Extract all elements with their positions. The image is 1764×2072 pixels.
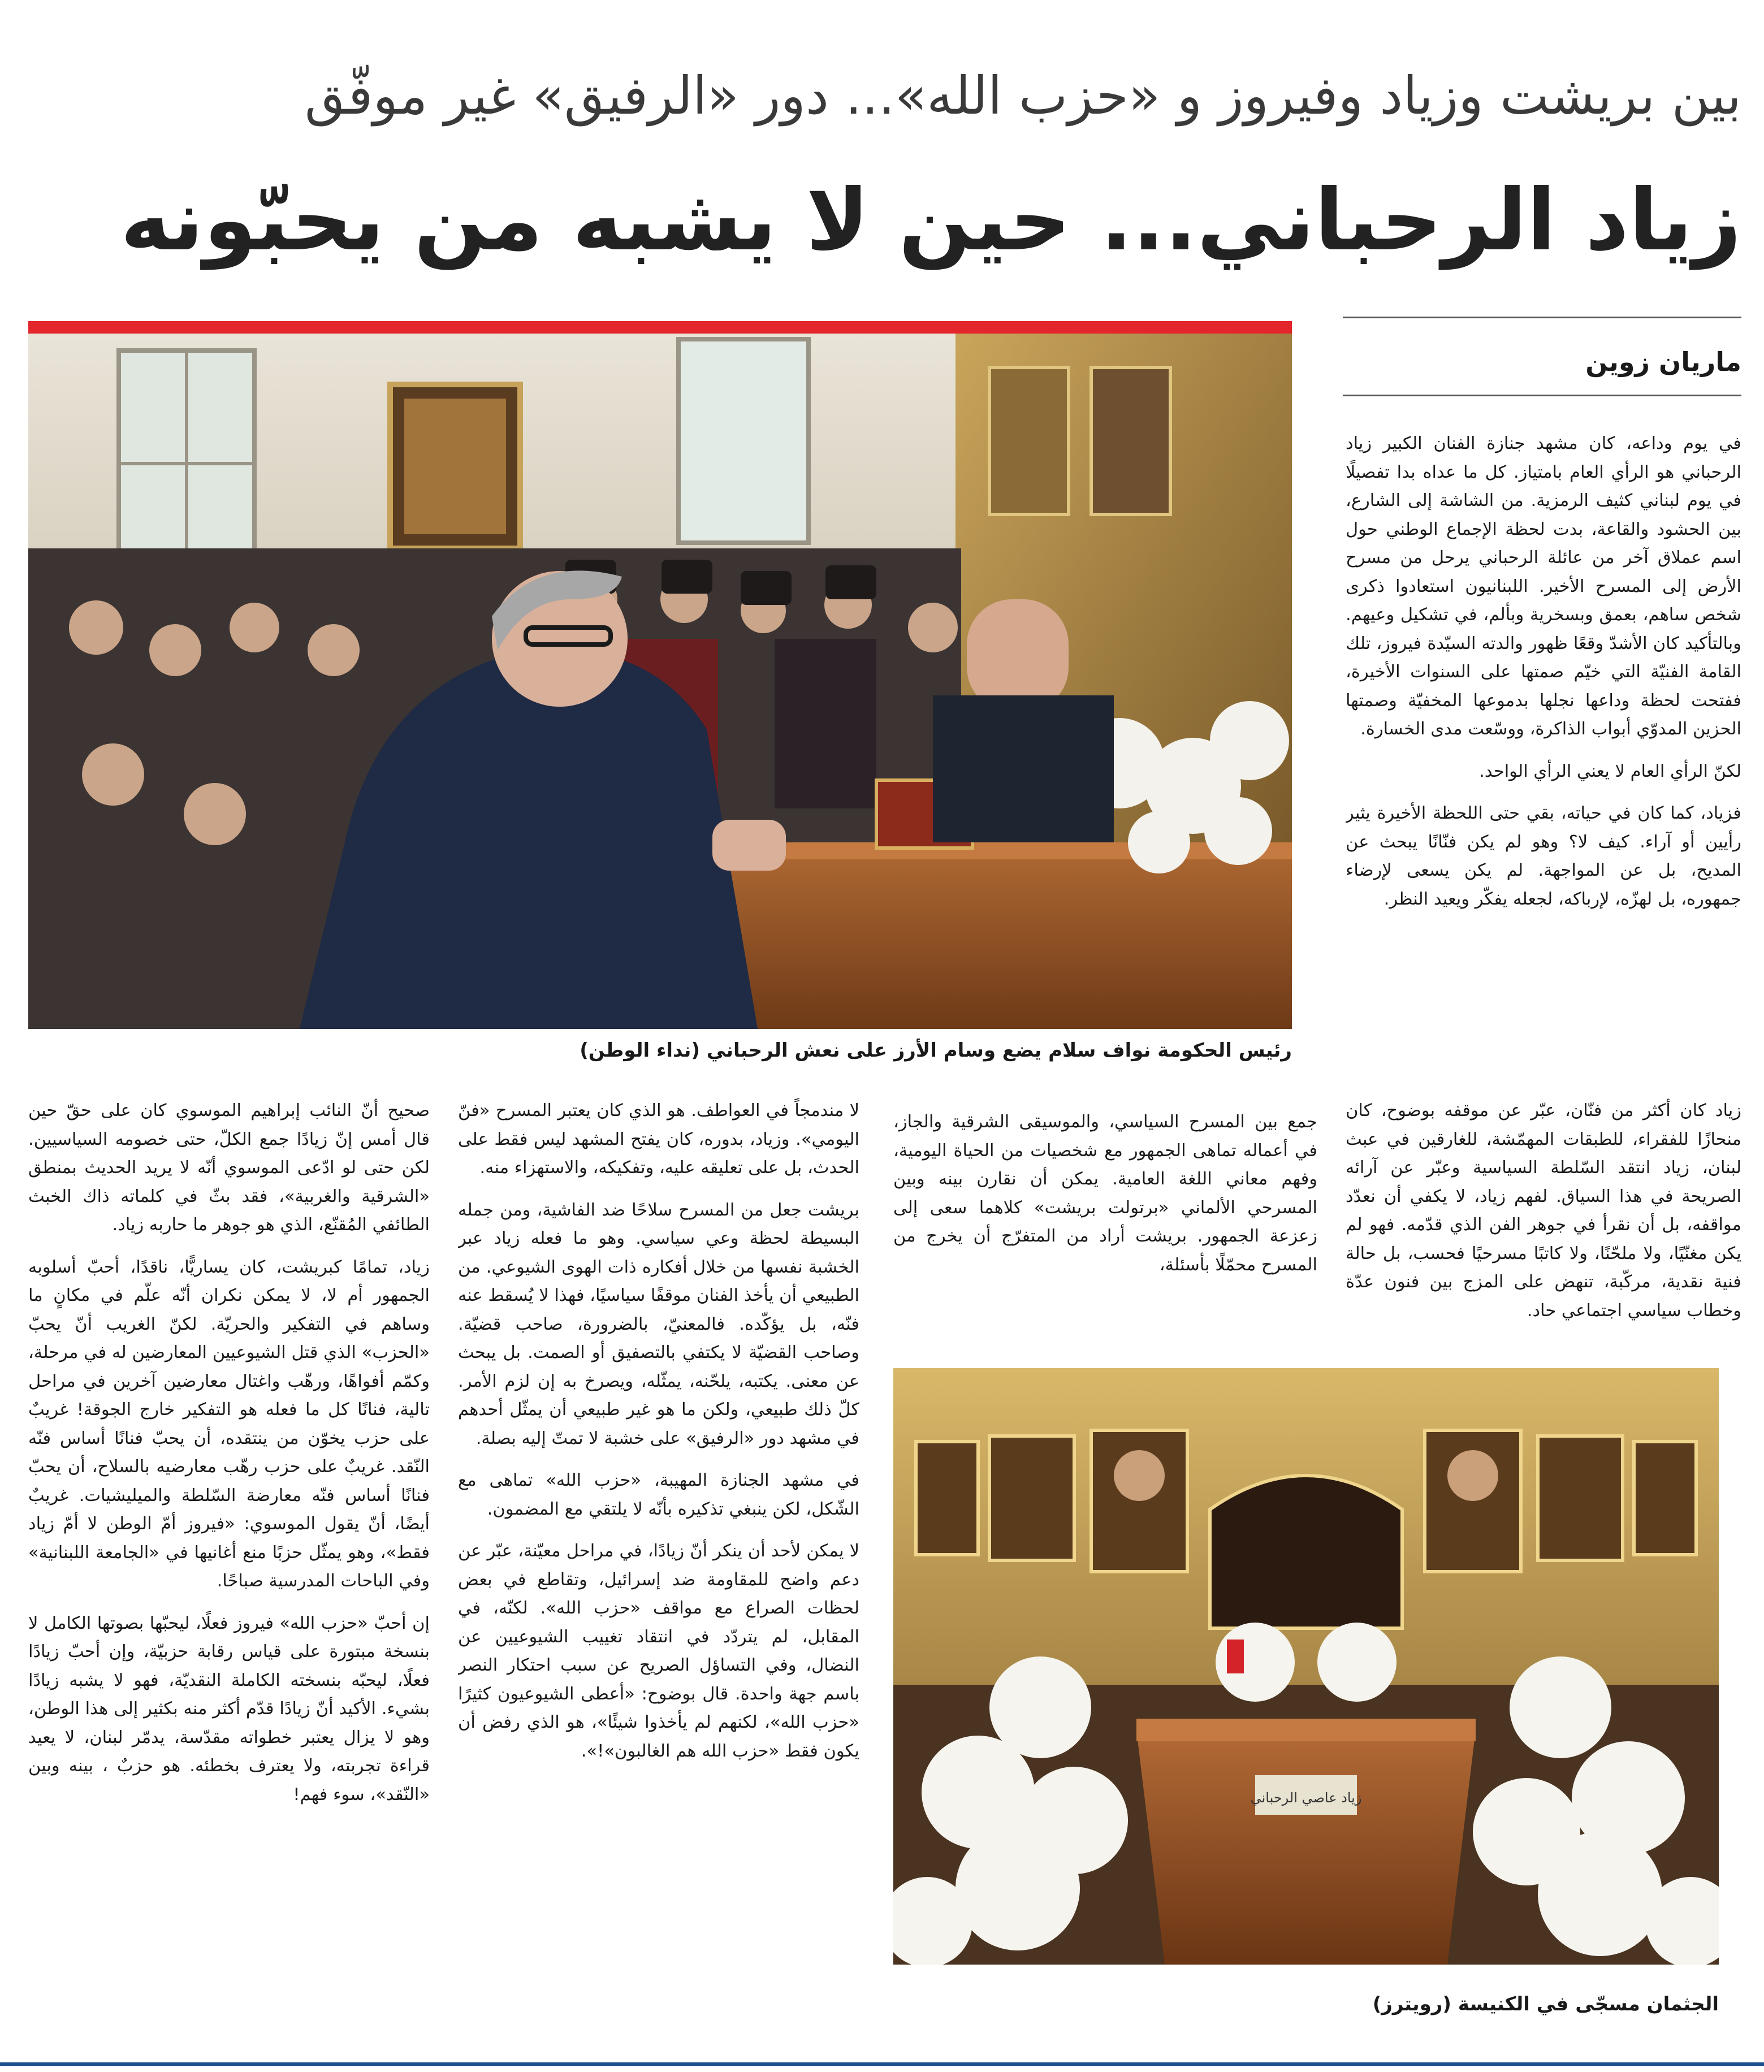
- paragraph: جمع بين المسرح السياسي، والموسيقى الشرقية والجاز، في أعماله تماهى الجمهور مع شخصيات من الحياة اليومية، وفهم معاني اللغة العامية. يمكن أن نقارن بينه وبين المسرحي الألماني «برتولت بريشت» كلاهما سعى إلى زعزعة الجمهور. بريشت أراد من المتفرّج أن يخرج من المسرح محمّلًا بأسئلة،: [893, 1112, 1317, 1275]
- paragraph: إن أحبّ «حزب الله» فيروز فعلًا، ليحبّها بصوتها الكامل لا بنسخة مبتورة على قياس رقابة حزبيّة، وإن أحبّ زيادًا فعلًا، ليحبّه بنسخته الكاملة النقديّة، فهو لا يشبه زيادًا بشيء. الأكيد أنّ زيادًا قدّم أكثر منه بكثير إلى هذا الوطن، وهو لا يزال يعتبر خطواته مقدّسة، يدمّر لبنان، لا يعيد قراءة تجربته، ولا يعترف بخطئه. هو حزبٌ ، بينه وبين «النّقد»، سوء فهم!: [28, 1613, 430, 1805]
- paragraph: لكنّ الرأي العام لا يعني الرأي الواحد.: [1479, 761, 1741, 781]
- article-headline: زياد الرحباني... حين لا يشبه من يحبّونه: [120, 171, 1741, 270]
- photo2-caption: الجثمان مسجّى في الكنيسة (رويترز): [1372, 1993, 1719, 2015]
- paragraph: لا مندمجاً في العواطف. هو الذي كان يعتبر المسرح «فنّ اليومي». وزياد، بدوره، كان يفتح المشهد ليس فقط على الحدث، بل على تعليقه عليه، وتفكيكه، والاستهزاء منه.: [458, 1101, 859, 1178]
- church-coffin-illustration: [893, 1368, 1719, 1965]
- paragraph: فزياد، كما كان في حياته، بقي حتى اللحظة الأخيرة يثير رأيين أو آراء. كيف لا؟ وهو لم يكن فنّانًا يبحث عن المديح، بل عن المواجهة. لم يكن يسعى لإرضاء جمهوره، بل لهزّه، لإرباكه، لجعله يفكّر ويعيد النظر.: [1346, 803, 1741, 909]
- paragraph: في مشهد الجنازة المهيبة، «حزب الله» تماهى مع الشّكل، لكن ينبغي تذكيره بأنّه لا يلتقي مع المضمون.: [458, 1470, 859, 1519]
- paragraph: زياد كان أكثر من فنّان، عبّر عن موقفه بوضوح، كان منحازًا للفقراء، للطبقات المهمّشة، للغارقين في عبث لبنان، زياد انتقد السّلطة السياسية وعبّر عن آرائه الصريحة في هذا السياق. لفهم زياد، لا يكفي أن نعدّد مواقفه، بل أن نقرأ في جوهر الفن الذي قدّمه. فهو لم يكن مغنّيًا، ولا ملحّنًا، ولا كاتبًا مسرحيًا فحسب، بل حالة فنية نقدية، مركّبة، تنهض على المزج بين فنون عدّة وخطاب سياسي اجتماعي حاد.: [1346, 1101, 1741, 1321]
- accent-bar: [28, 321, 1292, 334]
- article-column-4: [28, 1097, 430, 2001]
- photo1-caption: رئيس الحكومة نواف سلام يضع وسام الأرز على نعش الرحباني (نداء الوطن): [580, 1039, 1292, 1062]
- author-byline: ماريان زوين: [1585, 347, 1741, 377]
- byline-rule-top: [1343, 317, 1741, 318]
- paragraph: صحيح أنّ النائب إبراهيم الموسوي كان على حقّ حين قال أمس إنّ زيادًا جمع الكلّ، حتى خصومه السياسيين. لكن حتى لو ادّعى الموسوي أنّه لا يريد الحديث بمنطق «الشرقية والغربية»، فقد بثّ في كلماته ذاك الخبث الطائفي المُقنّع، الذي هو جوهر ما حاربه زياد.: [28, 1101, 430, 1235]
- paragraph: في يوم وداعه، كان مشهد جنازة الفنان الكبير زياد الرحباني هو الرأي العام بامتياز. كل ما عداه بدا تفصيلًا في يوم لبناني كثيف الرمزية. من الشاشة إلى الشارع، بين الحشود والقاعة، بدت لحظة الإجماع الوطني حول اسم عملاق آخر من عائلة الرحباني يرحل من مسرح الأرض إلى المسرح الأخير. اللبنانيون استعادوا ذكرى شخص ساهم، بعمق وبسخرية وبألم، في تشكيل وعيهم. وبالتأكيد كان الأشدّ وقعًا ظهور والدته السيّدة فيروز، تلك القامة الفنيّة التي خيّم صمتها على السنوات الأخيرة، ففتحت لحظة وداعها نجلها بدموعها المخفيّة وصمتها الحزين المدوّي أبواب الذاكرة، ووسّعت مدى الخسارة.: [1346, 434, 1741, 739]
- article-column-3: [458, 1097, 859, 2001]
- paragraph: بريشت جعل من المسرح سلاحًا ضد الفاشية، ومن جمله البسيطة لحظة وعي سياسي. وهو ما فعله زياد عبر الخشبة نفسها من خلال أفكاره ذات الهوى الشيوعي. من الطبيعي أن يأخذ الفنان موقفًا سياسيًا، فهذا لا يُسقط عنه فنّه، بل يؤكّده. فالمعنيّ، بالضرورة، صاحب قضيّة. وصاحب القضيّة لا يكتفي بالتصفيق أو الصمت. بل يبحث عن معنى. يكتبه، يلحّنه، يمثّله، ويصرخ به إن لزم الأمر. كلّ ذلك طبيعي، ولكن ما هو غير طبيعي أن يمثّل أحدهم في مشهد دور «الرفيق» على خشبة لا تمتّ إليه بصلة.: [458, 1200, 859, 1448]
- page-bottom-rule: [0, 2062, 1764, 2066]
- funeral-photo: [28, 334, 1292, 1029]
- funeral-photo-illustration: [28, 334, 1292, 1029]
- church-coffin-photo: [893, 1368, 1719, 1965]
- article-column-right-top: [1346, 430, 1741, 1052]
- coffin-plate-text: زياد عاصي الرحباني: [1250, 1790, 1362, 1806]
- article-kicker: بين بريشت وزياد وفيروز و «حزب الله»... دور «الرفيق» غير موفّق: [304, 66, 1741, 126]
- article-column-2: [893, 1108, 1317, 1357]
- paragraph: لا يمكن لأحد أن ينكر أنّ زيادًا، في مراحل معيّنة، عبّر عن دعم واضح للمقاومة ضد إسرائيل، وتقاطع في بعض لحظات الصراع مع مواقف «حزب الله». لكنّه، في المقابل، لم يتردّد في انتقاد تغييب الشيوعيين عن النضال، وفي التساؤل الصريح عن سبب احتكار النصر باسم جهة واحدة. قال بوضوح: «أعطى الشيوعيون كثيرًا «حزب الله»، لكنهم لم يأخذوا شيئًا»، هو الذي رفض أن يكون فقط «حزب الله هم الغالبون»!».: [458, 1541, 859, 1761]
- article-column-right-middle: [1346, 1097, 1741, 1346]
- paragraph: زياد، تمامًا كبريشت، كان يساريًّا، ناقدًا، أحبّ أسلوبه الجمهور أم لا، لا يمكن نكران أنّه علّم في مكانٍ ما وساهم في التفكير والحريّة. لكنّ الغريب أنّ يحبّ «الحزب» الذي قتل الشيوعيين المعارضين له في مرحلة، وكمّم أفواهًا، ورهّب واغتال معارضين آخرين في مراحل تالية، فنانًا كل ما فعله هو التفكير خارج الجوقة! غريبٌ على حزب يخوّن من ينتقده، أن يحبّ فنانًا أساس فنّه النّقد. غريبٌ على حزب رهّب معارضيه بالسلاح، أن يحبّ فنانًا أساس فنّه معارضة السّلطة والميليشيات. غريبٌ أيضًا، أنّ يقول الموسوي: «فيروز أمّ الوطن لا أمّ زياد فقط»، وهو يمثّل حزبًا منع أغانيها في «الجامعة اللبنانية» وفي الباحات المدرسية صباحًا.: [28, 1257, 430, 1591]
- byline-rule-bottom: [1343, 395, 1741, 396]
